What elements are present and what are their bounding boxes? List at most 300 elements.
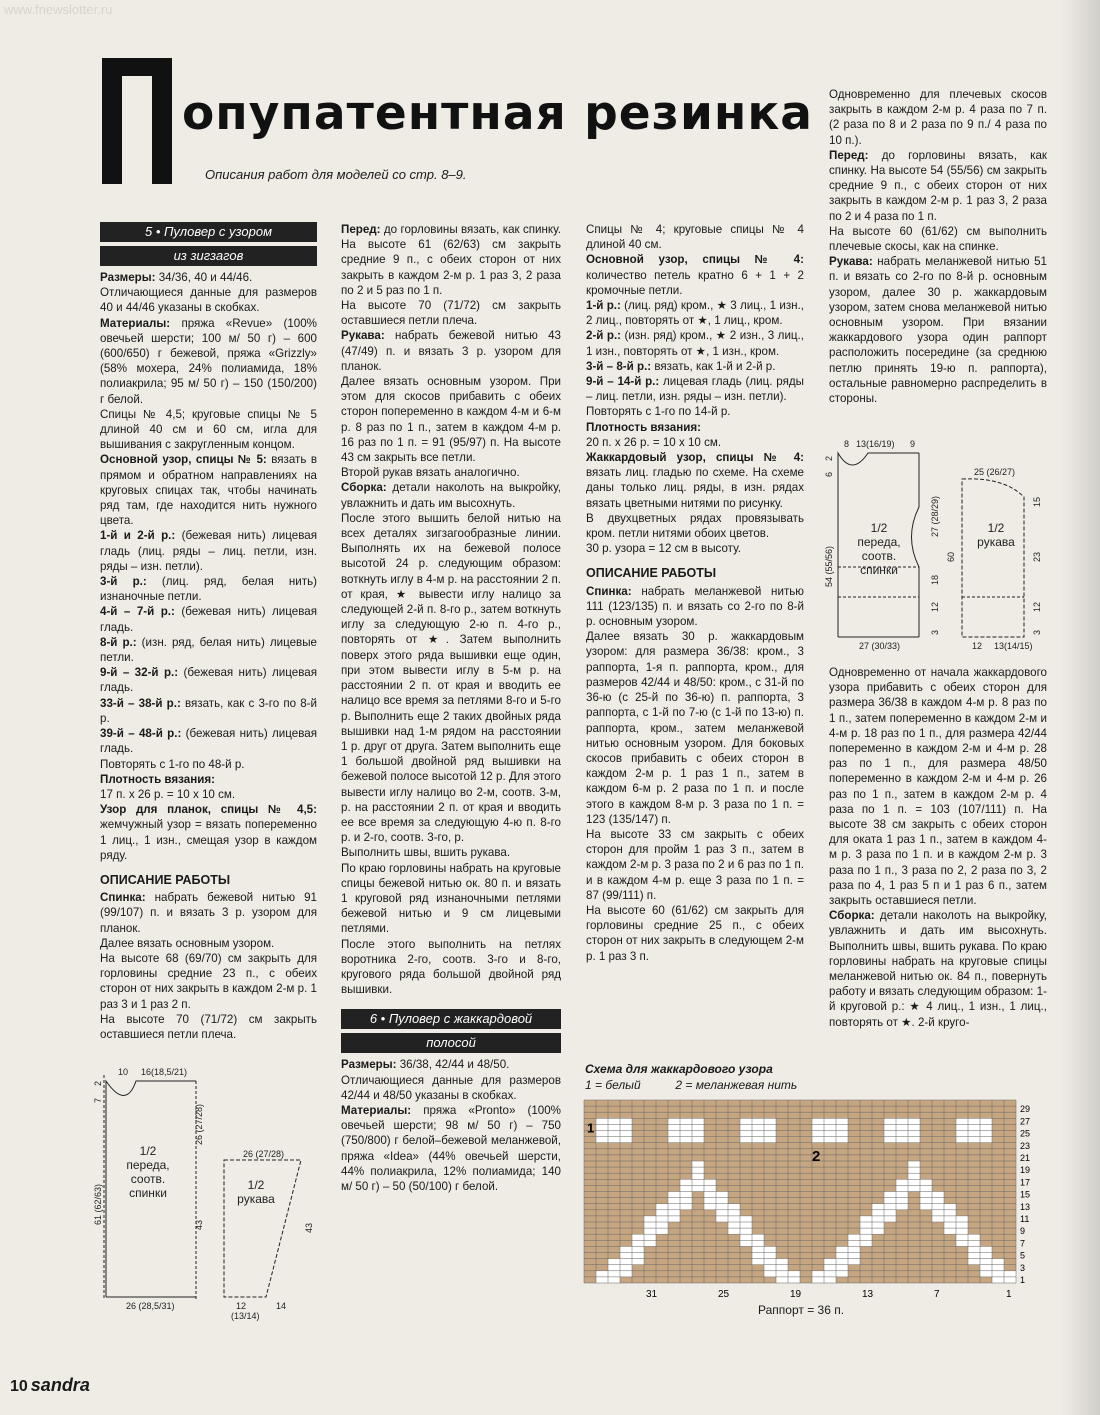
chart-cell-white [692, 1124, 704, 1130]
chart-cell-white [824, 1124, 836, 1130]
chart-cell-white [716, 1192, 728, 1198]
chart-cell-white [716, 1198, 728, 1204]
paragraph-text: жемчужный узор = вязать попеременно 1 лиц., 1 изн., смещая узор в каждом ряду. [100, 818, 317, 862]
paragraph-text: Далее вязать основным узором. При этом для скосов прибавить с обеих сторон попеременно в каждом 4-м и 6-м р. 8 раз по 1 п., затем в каждом 4-м р. 16 раз по 1 п. = 91 (95/97) п. На высоте 43 см закрыть все петли. [341, 375, 561, 465]
column-3 [586, 222, 804, 964]
chart-cell-white [752, 1124, 764, 1130]
paragraph-text: набрать бежевой нитью 43 (47/49) п. и вязать 3 р. узором для планок. [341, 329, 561, 373]
chart-cell-white [668, 1198, 680, 1204]
chart-cell-white [968, 1234, 980, 1240]
chart-cell-white [668, 1118, 680, 1124]
chart-cell-white [632, 1246, 644, 1252]
paragraph [586, 374, 804, 404]
paragraph-lead: Рукава: [341, 329, 385, 343]
chart-cell-white [620, 1253, 632, 1259]
chart-cell-white [728, 1216, 740, 1222]
chart-x-tick: 1 [1006, 1289, 1012, 1300]
chart-cell-white [956, 1216, 968, 1222]
chart-cell-white [872, 1204, 884, 1210]
chart-cell-white [932, 1204, 944, 1210]
paragraph-lead: 4-й – 7-й р.: [100, 605, 175, 619]
chart-cell-white [752, 1118, 764, 1124]
paragraph-lead: Плотность вязания: [100, 772, 215, 786]
chart-cell-white [740, 1222, 752, 1228]
chart-cell-white [848, 1246, 860, 1252]
chart-cell-white [824, 1259, 836, 1265]
chart-cell-white [656, 1204, 668, 1210]
chart-cell-white [680, 1192, 692, 1198]
paragraph [341, 465, 561, 480]
chart-cell-white [656, 1210, 668, 1216]
paragraph [341, 1073, 561, 1103]
chart-y-tick: 3 [1020, 1262, 1026, 1273]
legend-item-1: 1 = белый [585, 1078, 641, 1092]
chart-cell-white [608, 1265, 620, 1271]
paragraph [341, 1103, 561, 1194]
paragraph-lead: Рукава: [829, 255, 873, 269]
piece-label: рукава [977, 535, 1015, 549]
piece-label: спинки [129, 1186, 167, 1200]
chart-cell-white [680, 1118, 692, 1124]
chart-y-tick: 9 [1020, 1226, 1026, 1237]
chart-cell-white [836, 1265, 848, 1271]
section-heading: 5 • Пуловер с узором [100, 222, 317, 242]
paragraph-text: На высоте 70 (71/72) см закрыть оставшиеся петли плеча. [341, 299, 561, 328]
chart-cell-white [944, 1216, 956, 1222]
dim-sleeve-bottom: (13/14) [231, 1311, 260, 1321]
chart-cell-white [692, 1173, 704, 1179]
chart-cell-white [848, 1240, 860, 1246]
chart-cell-white [812, 1131, 824, 1137]
chart-cell-white [884, 1131, 896, 1137]
paragraph-text: лицевая гладь (лиц. ряды – лиц. петли, изн. ряды – изн. петли). [586, 375, 804, 404]
chart-cell-white [728, 1228, 740, 1234]
chart-cell-white [644, 1216, 656, 1222]
chart-cell-white [860, 1222, 872, 1228]
chart-cell-white [908, 1167, 920, 1173]
page-subtitle: Описания работ для моделей со стр. 8–9. [205, 167, 467, 182]
chart-cell-white [596, 1271, 608, 1277]
chart-cell-white [716, 1204, 728, 1210]
paragraph-text: (лиц. ряд, белая нить) изнаночные петли. [100, 575, 317, 604]
page-title: опупатентная резинка [182, 86, 813, 141]
chart-cell-white [608, 1271, 620, 1277]
paragraph [586, 328, 804, 358]
chart-cell-white [728, 1222, 740, 1228]
chart-cell-white [884, 1216, 896, 1222]
section-heading: полосой [341, 1033, 561, 1053]
chart-x-tick: 19 [790, 1289, 802, 1300]
paragraph-lead: 8-й р.: [100, 635, 137, 649]
chart-cell-white [776, 1259, 788, 1265]
paragraph [100, 802, 317, 863]
chart-cell-white [704, 1179, 716, 1185]
section-title: ОПИСАНИЕ РАБОТЫ [586, 566, 717, 581]
chart-cell-white [644, 1222, 656, 1228]
paragraph-lead: Материалы: [100, 316, 171, 330]
chart-cell-white [908, 1161, 920, 1167]
chart-cell-white [980, 1271, 992, 1277]
chart-cell-white [740, 1137, 752, 1143]
paragraph [100, 316, 317, 407]
piece-label: спинки [860, 563, 898, 577]
dim-left: 61 (62/63) [93, 1183, 103, 1225]
dim-inner: 12 [930, 601, 940, 612]
paragraph [100, 772, 317, 787]
chart-cell-white [740, 1240, 752, 1246]
chart-cell-white [836, 1246, 848, 1252]
chart-cell-white [668, 1210, 680, 1216]
chart-cell-white [836, 1124, 848, 1130]
paragraph-text: количество петель кратно 6 + 1 + 2 кромочные петли. [586, 268, 804, 297]
chart-cell-white [812, 1271, 824, 1277]
chart-cell-white [680, 1179, 692, 1185]
paragraph-lead: 9-й – 32-й р.: [100, 666, 179, 680]
paragraph-text: Далее вязать 30 р. жаккардовым узором: для размера 36/38: кром., 3 раппорта, 1-я п. раппорта, кром., для размеров 42/44 и 48/50: кром., с 31-й по 36-ю (с 25-й по 36-ю) п. раппорта, 3 раппорта, с 1-й по 7-ю (с 1-й по 13-ю) п. раппорта, кром., затем меланжевой нитью основным узором. Для боковых скосов прибавить с обеих сторон в каждом 2-м р. 1 раз 1 п., затем в каждом 6-м р. 2 раза по 1 п. и после этого в каждом 8-м р. 3 раза по 1 п. = 123 (135/147) п. [586, 630, 804, 826]
chart-cell-white [872, 1210, 884, 1216]
paragraph [829, 224, 1047, 254]
chart-cell-white [812, 1118, 824, 1124]
chart-cell-white [752, 1246, 764, 1252]
chart-cell-white [752, 1259, 764, 1265]
paragraph-text: Выполнить швы, вшить рукава. [341, 846, 511, 860]
paragraph-text: до горловины вязать, как спинку. На высоте 54 (55/56) см закрыть средние 9 п., с обеих сторон от них закрыть в каждом 2-м р. 1 раз 3, 2 раза по 2 и 4 раза по 1 п. [829, 148, 1047, 223]
paragraph-lead: 1-й и 2-й р.: [100, 529, 176, 543]
paragraph-text: набрать бежевой нитью 91 (99/107) п. и вязать 3 р. узором для планок. [100, 891, 317, 935]
paragraph-text: набрать меланжевой нитью 51 п. и вязать со 2-го по 8-й р. основным узором, далее 30 р. жаккардовым узором, затем снова меланжевой нитью основным узором. При вязании жаккардового узора один раппорт расположить посередине (за среднюю петлю принять 19-ю п. раппорта), остальные равномерно распределить в стороны. [829, 255, 1047, 406]
section-heading: из зигзагов [100, 246, 317, 266]
paragraph-lead: 33-й – 38-й р.: [100, 696, 181, 710]
chart-cell-white [740, 1216, 752, 1222]
paragraph-text: (бежевая нить) лицевая гладь. [100, 727, 317, 756]
chart-cell-white [860, 1240, 872, 1246]
chart-cell-white [632, 1240, 644, 1246]
chart-cell-white [644, 1240, 656, 1246]
paragraph [100, 407, 317, 453]
chart-cell-white [608, 1118, 620, 1124]
chart-cell-white [704, 1198, 716, 1204]
paragraph-text: После этого выполнить на петлях воротника 2-го, соотв. 3-го и 8-го, кругового ряда большой двойной ряд вышивки. [341, 937, 561, 997]
paragraph-lead: Узор для планок, спицы № 4,5: [100, 803, 317, 817]
chart-cell-white [956, 1131, 968, 1137]
paragraph-text: На высоте 70 (71/72) см закрыть оставшиеся петли плеча. [100, 1012, 317, 1041]
chart-cell-white [596, 1131, 608, 1137]
paragraph-text: Повторять с 1-го по 48-й р. [100, 757, 245, 771]
chart-cell-white [824, 1131, 836, 1137]
paragraph [341, 937, 561, 998]
chart-cell-white [920, 1185, 932, 1191]
dim-sleeve-top: 25 (26/27) [974, 467, 1016, 477]
paragraph [100, 757, 317, 772]
chart-cell-white [776, 1277, 788, 1283]
paragraph [829, 665, 1047, 908]
paragraph [341, 298, 561, 328]
chart-cell-white [896, 1137, 908, 1143]
chart-cell-white [932, 1210, 944, 1216]
column-4-top [829, 87, 1047, 406]
chart-cell-white [836, 1259, 848, 1265]
chart-cell-white [668, 1137, 680, 1143]
chart-cell-white [908, 1137, 920, 1143]
chart-cell-white [764, 1265, 776, 1271]
paragraph-text: вязать в прямом и обратном направлениях на круговых спицах так, чтобы начинать ряд там, где находится нить нужного цвета. [100, 453, 317, 528]
chart-y-tick: 29 [1020, 1104, 1031, 1115]
chart-cell-white [920, 1192, 932, 1198]
paragraph [100, 452, 317, 528]
paragraph [586, 435, 804, 450]
paragraph-text: Одновременно от начала жаккардового узора прибавить с обеих сторон для размера 36/38 в каждом 4-м р. 8 раз по 1 п., затем попеременно в каждом 2-м и 4-м р. 18 раз по 1 п., для размера 42/44 попеременно в каждом 2-м и 4-м р. 28 раз по 1 п., для размера 48/50 попеременно в каждом 2-м и 4-м р. 26 раз по 1 п., затем в каждом 2-м р. 4 раза по 1 п. = 103 (107/111) п. На высоте 38 см закрыть с обеих сторон для оката 1 раз 1 п., затем в каждом 4-м р. 3 раза по 1 п. и в каждом 2-м р. 3 раза по 1 п., 3 раза по 2, 2 раза по 3, 2 раза по 4, 1 раз 5 п и 1 раз 6 п., затем закрыть оставшиеся петли. [829, 666, 1047, 908]
chart-cell-white [812, 1137, 824, 1143]
paragraph-text: пряжа «Revue» (100% овечьей шерсти; 100 м/ 50 г) – 600 (600/650) г бежевой, пряжа «Grizzly» (58% мохера, 24% полиамида, 18% полиакрила; 95 м/ 50 г) – 150 (150/200) г белой. [100, 316, 317, 406]
dim-neck: 2 [93, 1080, 103, 1086]
paragraph-text: вязать, как 1-й и 2-й р. [651, 359, 776, 373]
chart-cell-white [932, 1192, 944, 1198]
paragraph-text: (изн. ряд, белая нить) лицевые петли. [100, 635, 317, 665]
chart-cell-white [1004, 1271, 1016, 1277]
dim-sleeve-right: 15 [1032, 496, 1042, 507]
paragraph-text: 36/38, 42/44 и 48/50. [396, 1058, 510, 1072]
chart-cell-white [896, 1185, 908, 1191]
chart-y-tick: 13 [1020, 1201, 1031, 1212]
paragraph [586, 541, 804, 556]
paragraph-text: (бежевая нить) лицевая гладь (лиц. ряды – лиц. петли, изн. ряды – изн. петли). [100, 529, 317, 573]
chart-cell-white [776, 1265, 788, 1271]
dim-sleeve-top: 26 (27/28) [243, 1149, 285, 1159]
paragraph-text: Повторять с 1-го по 14-й р. [586, 405, 731, 419]
chart-cell-white [944, 1222, 956, 1228]
chart-cell-white [944, 1228, 956, 1234]
chart-cell-white [860, 1228, 872, 1234]
chart-cell-white [608, 1131, 620, 1137]
chart-cell-white [752, 1240, 764, 1246]
paragraph-text: 34/36, 40 и 44/46. [155, 271, 253, 284]
chart-cell-white [788, 1277, 800, 1283]
chart-cell-white [932, 1198, 944, 1204]
paragraph [829, 254, 1047, 406]
column-4-bottom [829, 665, 1047, 1030]
chart-cell-white [980, 1246, 992, 1252]
chart-cell-white [992, 1259, 1004, 1265]
paragraph-text: В двухцветных рядах провязывать кром. петли нитями обоих цветов. [586, 511, 804, 541]
chart-cell-white [836, 1253, 848, 1259]
paragraph [586, 450, 804, 511]
chart-cell-white [824, 1271, 836, 1277]
chart-cell-white [884, 1204, 896, 1210]
paragraph-text: После этого вышить белой нитью на всех деталях зигзагообразные линии. Выполнять их на бежевой полосе высотой 24 р. следующим образом: воткнуть иглу в 4-м р. на расстоянии 2 п. от края, ★ вывести иглу налицо за следующей 2-й п. 8-го р., затем воткнуть иглу за следующую 2-ю п. 4-го р., повторять от ★. Затем выполнить поверх этого ряда вышивки еще один, при этом вывести иглу в 5-м р. на расстоянии 2 п. от края и вводить ее налицо все время за петлями 8-го и 5-го р. Выполнить еще 2 таких двойных ряда вышивки над 1-м рядом на расстоянии 1 р. друг от друга. Затем выполнить еще 1 большой двойной ряд вышивки на бежевой полосе высотой 12 р. Для этого вывести иглу налицо во 2-м, соотв. 3-м, р. на расстоянии 2 п. от края и вводить ее все время за следующую 4-ю п. 8-го р. и 2-го, соотв. 3-го, р. [341, 511, 561, 845]
chart-cell-white [968, 1118, 980, 1124]
chart-cell-white [908, 1131, 920, 1137]
chart-y-tick: 17 [1020, 1177, 1031, 1188]
dim-neck: 6 [824, 471, 834, 477]
dim-sleeve-bottom: 13(14/15) [994, 641, 1033, 651]
paragraph-lead: Размеры: [100, 271, 156, 284]
paragraph-text: (бежевая нить) лицевая гладь. [100, 605, 317, 634]
paragraph-lead: Материалы: [341, 1103, 412, 1117]
dim-sleeve-bottom: 12 [236, 1301, 247, 1311]
chart-y-tick: 7 [1020, 1238, 1026, 1249]
chart-cell-white [884, 1198, 896, 1204]
chart-cell-white [848, 1259, 860, 1265]
chart-cell-white [608, 1259, 620, 1265]
chart-cell-white [668, 1192, 680, 1198]
chart-y-tick: 19 [1020, 1165, 1031, 1176]
chart-cell-white [680, 1198, 692, 1204]
piece-label: рукава [237, 1192, 275, 1206]
chart-cell-white [872, 1216, 884, 1222]
paragraph-text: Одновременно для плечевых скосов закрыть в каждом 2-м р. 4 раза по 7 п. (2 раза по 8 и 2 раза по 9 п./ 4 раза по 10 п.). [829, 88, 1047, 147]
paragraph-text: Отличающиеся данные для размеров 42/44 и 48/50 указаны в скобках. [341, 1073, 561, 1102]
paragraph-text: На высоте 33 см закрыть с обеих сторон для пройм 1 раз 3 п., затем в каждом 2-м р. 3 раза по 2 и 6 раз по 1 п. и в каждом 4-м р. еще 3 раза по 1 п. = 87 (99/111) п. [586, 827, 804, 902]
paragraph-lead: Сборка: [341, 481, 387, 495]
paragraph [586, 359, 804, 374]
paragraph [100, 726, 317, 756]
chart-cell-white [692, 1161, 704, 1167]
paragraph-text: Отличающиеся данные для размеров 40 и 44/46 указаны в скобках. [100, 286, 317, 315]
chart-cell-white [884, 1137, 896, 1143]
chart-cell-white [656, 1222, 668, 1228]
paragraph [100, 604, 317, 634]
piece-label: переда, [857, 535, 901, 549]
paragraph [341, 1057, 561, 1072]
chart-x-tick: 7 [934, 1289, 940, 1300]
chart-cell-white [692, 1179, 704, 1185]
dim-inner: 3 [930, 629, 940, 635]
chart-cell-white [764, 1131, 776, 1137]
chart-cell-white [596, 1137, 608, 1143]
chart-cell-white [824, 1277, 836, 1283]
dim-top: 10 [118, 1067, 129, 1077]
chart-cell-white [968, 1124, 980, 1130]
paragraph [100, 528, 317, 574]
chart-cell-white [752, 1131, 764, 1137]
paragraph-lead: Основной узор, спицы № 5: [100, 453, 267, 467]
paragraph-text: пряжа «Pronto» (100% овечьей шерсти; 98 м/ 50 г) – 750 (750/800) г белой–бежевой меланжевой, пряжа «Idea» (44% овечьей шерсти, 44% полиакрила, 12% полиамида; 140 м/ 50 г) – 50 (50/100) г белой. [341, 1103, 561, 1193]
chart-cell-white [896, 1131, 908, 1137]
dim-height: 26 (27/28) [194, 1103, 204, 1145]
dim-bottom: 26 (28,5/31) [126, 1301, 175, 1311]
paragraph-text: Спицы № 4,5; круговые спицы № 5 длиной 40 см и 60 см, игла для вышивания с закругленным концом. [100, 407, 317, 452]
chart-cell-white [740, 1124, 752, 1130]
chart-cell-white [968, 1259, 980, 1265]
chart-cell-white [692, 1118, 704, 1124]
piece-label: 1/2 [987, 521, 1005, 535]
paragraph-text: Спицы № 4; круговые спицы № 4 длиной 40 см. [586, 223, 804, 252]
dim-inner: 18 [930, 574, 940, 585]
chart-cell-white [956, 1124, 968, 1130]
chart-cell-label: 1 [587, 1120, 595, 1136]
chart-rapport: Раппорт = 36 п. [758, 1303, 845, 1317]
chart-cell-white [944, 1204, 956, 1210]
chart-cell-white [872, 1228, 884, 1234]
paragraph [100, 936, 317, 951]
chart-cell-white [872, 1222, 884, 1228]
paragraph [586, 903, 804, 964]
chart-cell-white [908, 1124, 920, 1130]
chart-cell-white [848, 1234, 860, 1240]
chart-cell-white [812, 1124, 824, 1130]
chart-cell-white [668, 1216, 680, 1222]
chart-x-tick: 13 [862, 1289, 874, 1300]
paragraph [341, 328, 561, 374]
dim-top: 8 [844, 439, 850, 449]
chart-cell-white [704, 1185, 716, 1191]
chart-y-tick: 25 [1020, 1128, 1031, 1139]
paragraph-text: вязать лиц. гладью по схеме. На схеме даны только лиц. ряды, в изн. рядах вязать цветными нитями по рисунку. [586, 466, 804, 510]
section-title: ОПИСАНИЕ РАБОТЫ [100, 872, 231, 887]
chart-cell-white [680, 1124, 692, 1130]
chart-cell-white [920, 1204, 932, 1210]
paragraph [100, 787, 317, 802]
chart-cell-white [692, 1137, 704, 1143]
chart-cell-white [908, 1185, 920, 1191]
chart-cell-white [824, 1118, 836, 1124]
chart-x-tick: 25 [718, 1289, 730, 1300]
chart-cell-white [740, 1234, 752, 1240]
paragraph-lead: 1-й р.: [586, 299, 621, 313]
chart-cell-white [764, 1118, 776, 1124]
paragraph-lead: 3-й – 8-й р.: [586, 359, 652, 373]
chart-cell-white [620, 1118, 632, 1124]
paragraph [100, 635, 317, 665]
chart-cell-white [764, 1137, 776, 1143]
piece-label: 1/2 [247, 1178, 265, 1192]
paragraph-text: до горловины вязать, как спинку. На высоте 61 (62/63) см закрыть средние 9 п., с обеих сторон от них закрыть в каждом 2-м р. 1 раз 3, 2 раза по 2 и 5 раз по 1 п. [341, 223, 561, 297]
chart-cell-white [692, 1167, 704, 1173]
paragraph-text: На высоте 60 (61/62) см выполнить плечевые скосы, как на спинке. [829, 224, 1047, 254]
page-shade [1060, 0, 1100, 1415]
chart-cell-white [896, 1179, 908, 1185]
paragraph [100, 1012, 317, 1042]
chart-cell-white [980, 1124, 992, 1130]
chart-cell-white [776, 1271, 788, 1277]
chart-cell-white [644, 1234, 656, 1240]
chart-cell-white [920, 1179, 932, 1185]
schematic-pullover-5 [93, 1065, 326, 1325]
chart-cell-white [620, 1271, 632, 1277]
chart-cell-white [980, 1265, 992, 1271]
chart-cell-white [728, 1204, 740, 1210]
chart-cell-white [692, 1185, 704, 1191]
paragraph [829, 908, 1047, 1030]
chart-cell-white [920, 1198, 932, 1204]
paragraph [586, 222, 804, 252]
paragraph [586, 420, 804, 435]
chart-y-tick: 15 [1020, 1189, 1031, 1200]
column-1 [100, 222, 317, 1042]
chart-cell-white [908, 1173, 920, 1179]
chart-cell-white [752, 1137, 764, 1143]
paragraph [586, 584, 804, 630]
dim-sleeve-right: 12 [1032, 601, 1042, 612]
paragraph-lead: Плотность вязания: [586, 420, 701, 434]
chart-cell-white [836, 1271, 848, 1277]
paragraph [100, 951, 317, 1012]
paragraph-text: 30 р. узора = 12 см в высоту. [586, 542, 741, 556]
section-heading: 6 • Пуловер с жаккардовой [341, 1009, 561, 1029]
chart-cell-white [704, 1204, 716, 1210]
chart-cell-white [764, 1271, 776, 1277]
page-number: 10 [10, 1378, 28, 1395]
chart-cell-white [932, 1216, 944, 1222]
chart-cell-white [764, 1124, 776, 1130]
page-footer [10, 1375, 90, 1396]
chart-cell-white [656, 1216, 668, 1222]
paragraph-lead: Спинка: [586, 584, 632, 598]
paragraph-text: Второй рукав вязать аналогично. [341, 466, 520, 480]
chart-cell-white [836, 1118, 848, 1124]
dim-neck: 7 [93, 1097, 103, 1103]
chart-cell-white [668, 1204, 680, 1210]
